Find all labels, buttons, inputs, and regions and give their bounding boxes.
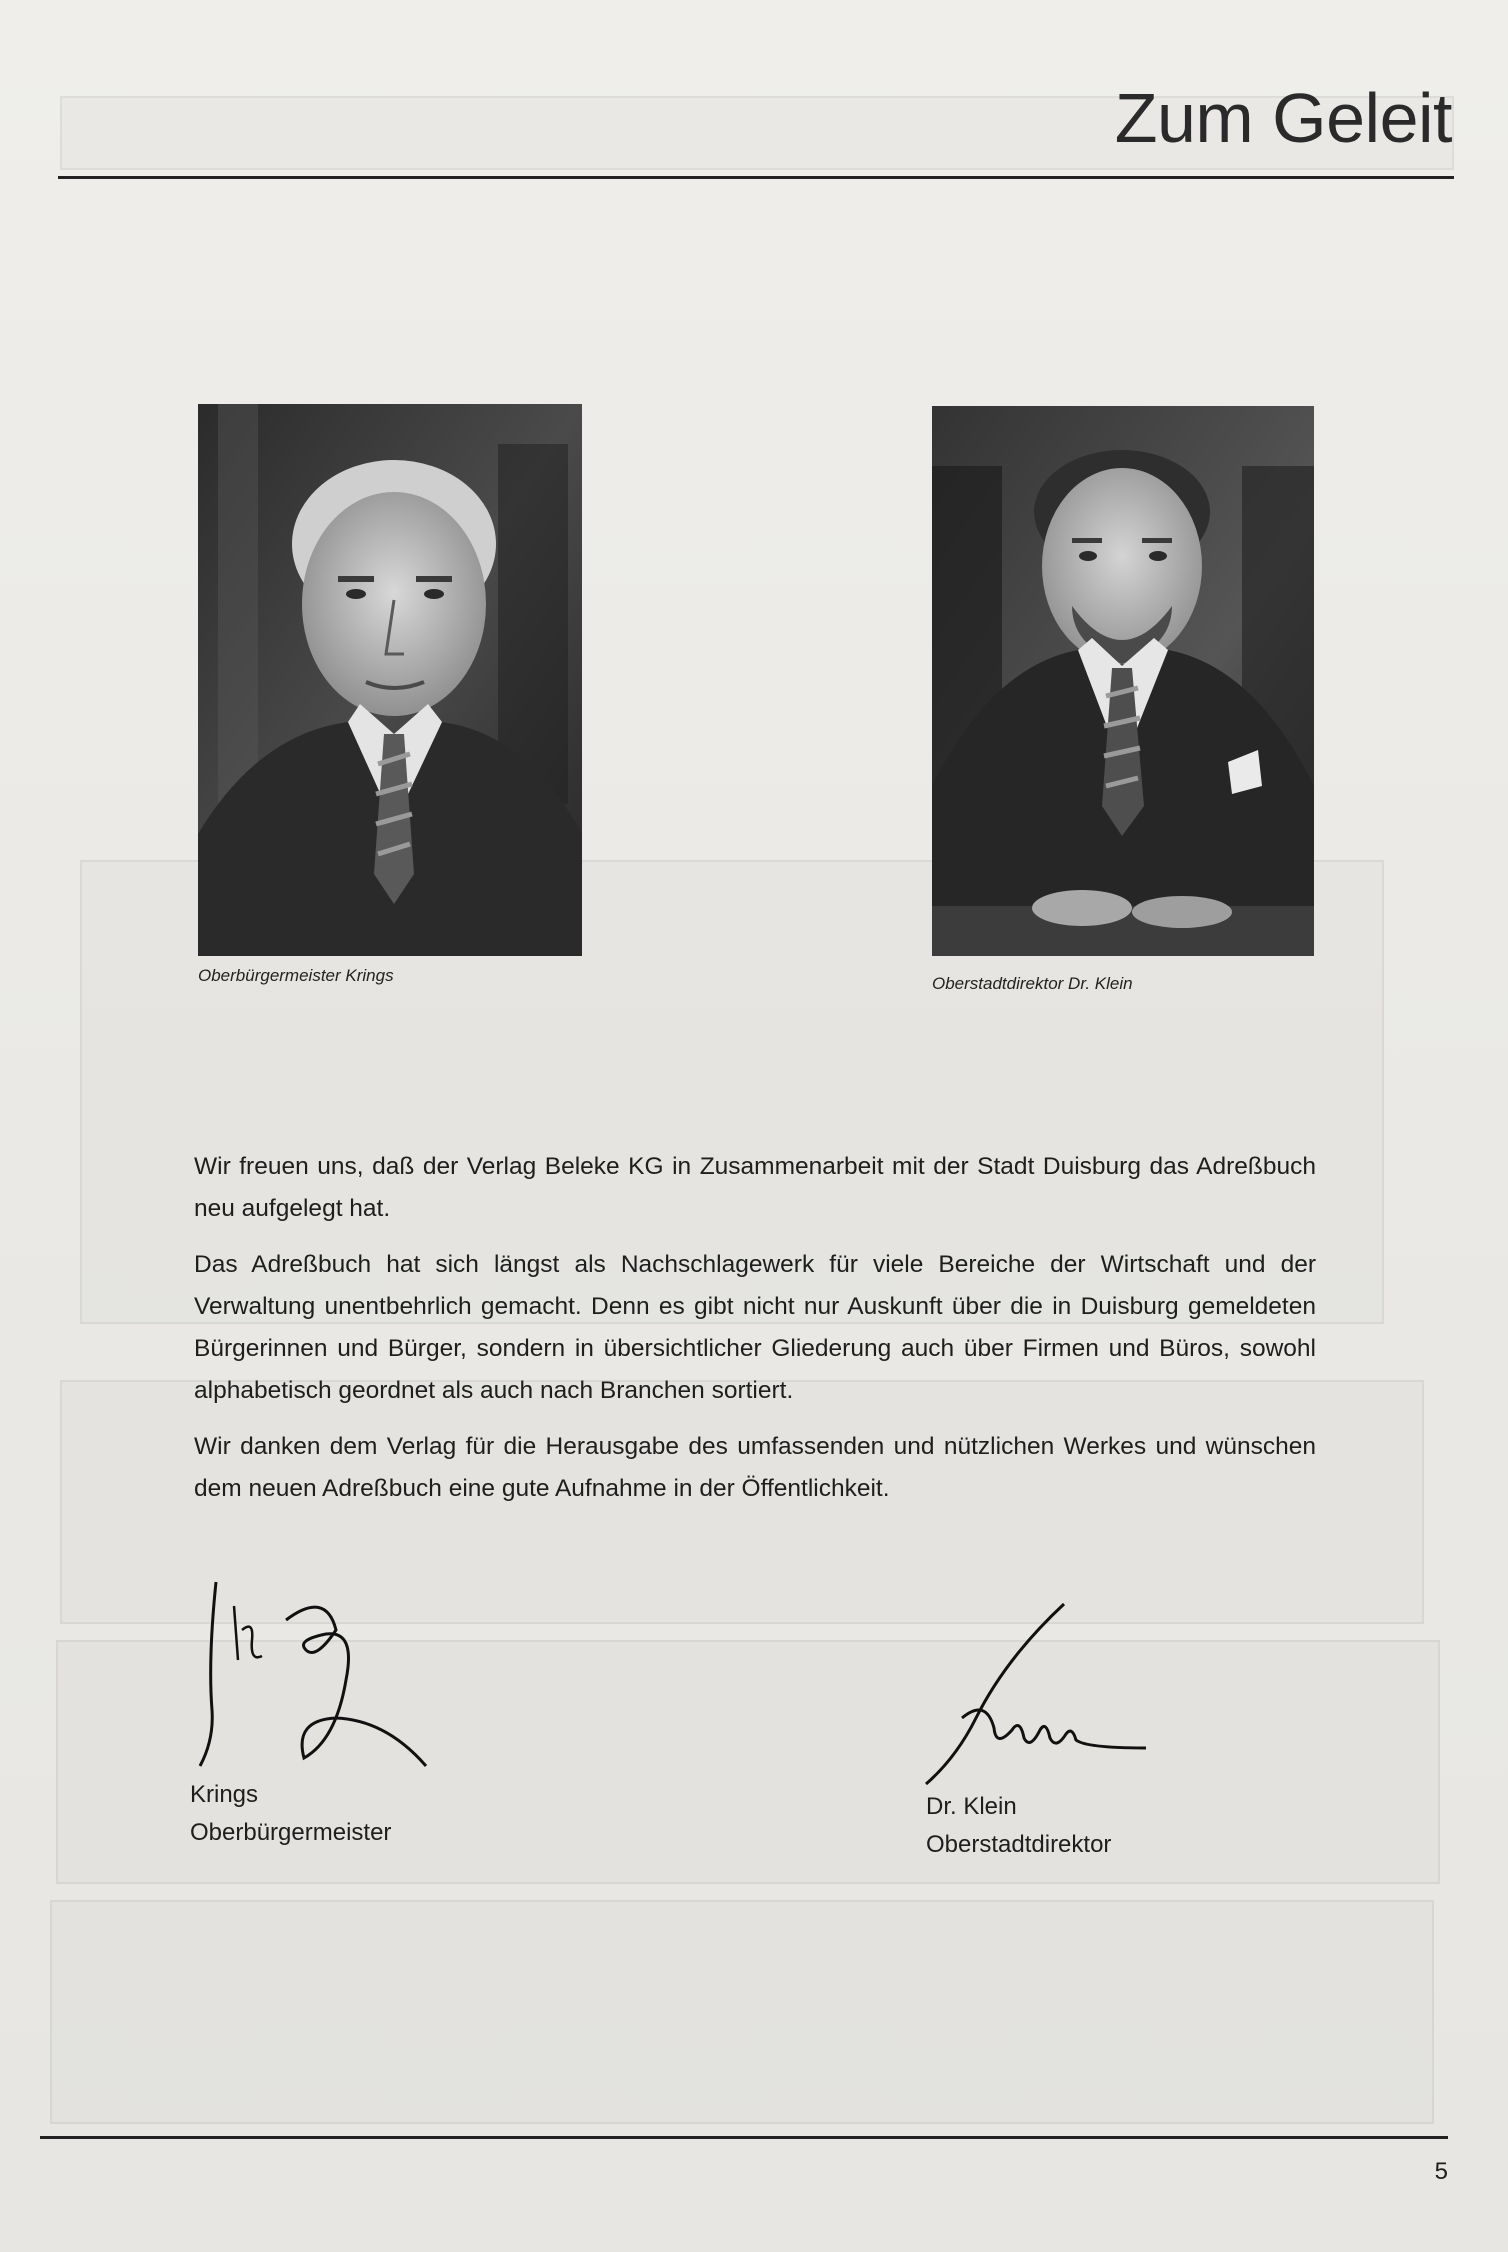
signer-name: Dr. Klein <box>926 1793 1017 1820</box>
signer-klein <box>926 1788 1111 1864</box>
body-paragraph: Wir freuen uns, daß der Verlag Beleke KG in Zusammenarbeit mit der Stadt Duisburg das Adreßbuch neu aufgelegt hat. <box>194 1153 1316 1222</box>
bleed-through-box <box>50 1900 1434 2124</box>
body-text <box>194 1146 1316 1524</box>
photo-caption-right: Oberstadtdirektor Dr. Klein <box>932 974 1133 993</box>
signer-role: Oberstadtdirektor <box>926 1831 1112 1858</box>
photo-caption-left: Oberbürgermeister Krings <box>198 966 394 985</box>
signer-name: Krings <box>190 1781 259 1808</box>
page-number: 5 <box>1434 2158 1448 2185</box>
page-title: Zum Geleit <box>1114 79 1452 157</box>
portrait-photo-krings <box>198 404 582 956</box>
header-rule <box>58 176 1454 179</box>
signer-role: Oberbürgermeister <box>190 1819 392 1846</box>
signature-krings <box>186 1570 446 1780</box>
signature-klein <box>916 1598 1156 1788</box>
portrait-photo-klein <box>932 406 1314 956</box>
footer-rule <box>40 2136 1448 2139</box>
signer-krings <box>190 1776 391 1852</box>
body-paragraph: Wir danken dem Verlag für die Herausgabe des umfassenden und nützlichen Werkes und wünschen dem neuen Adreßbuch eine gute Aufnahme in der Öffentlichkeit. <box>194 1433 1316 1502</box>
body-paragraph: Das Adreßbuch hat sich längst als Nachschlagewerk für viele Bereiche der Wirtschaft und der Verwaltung unentbehrlich gemacht. Denn es gibt nicht nur Auskunft über die in Duisburg gemeldeten Bürgerinnen und Bürger, sondern in übersichtlicher Gliederung auch über Firmen und Büros, sowohl alphabetisch geordnet als auch nach Branchen sortiert. <box>194 1251 1316 1404</box>
